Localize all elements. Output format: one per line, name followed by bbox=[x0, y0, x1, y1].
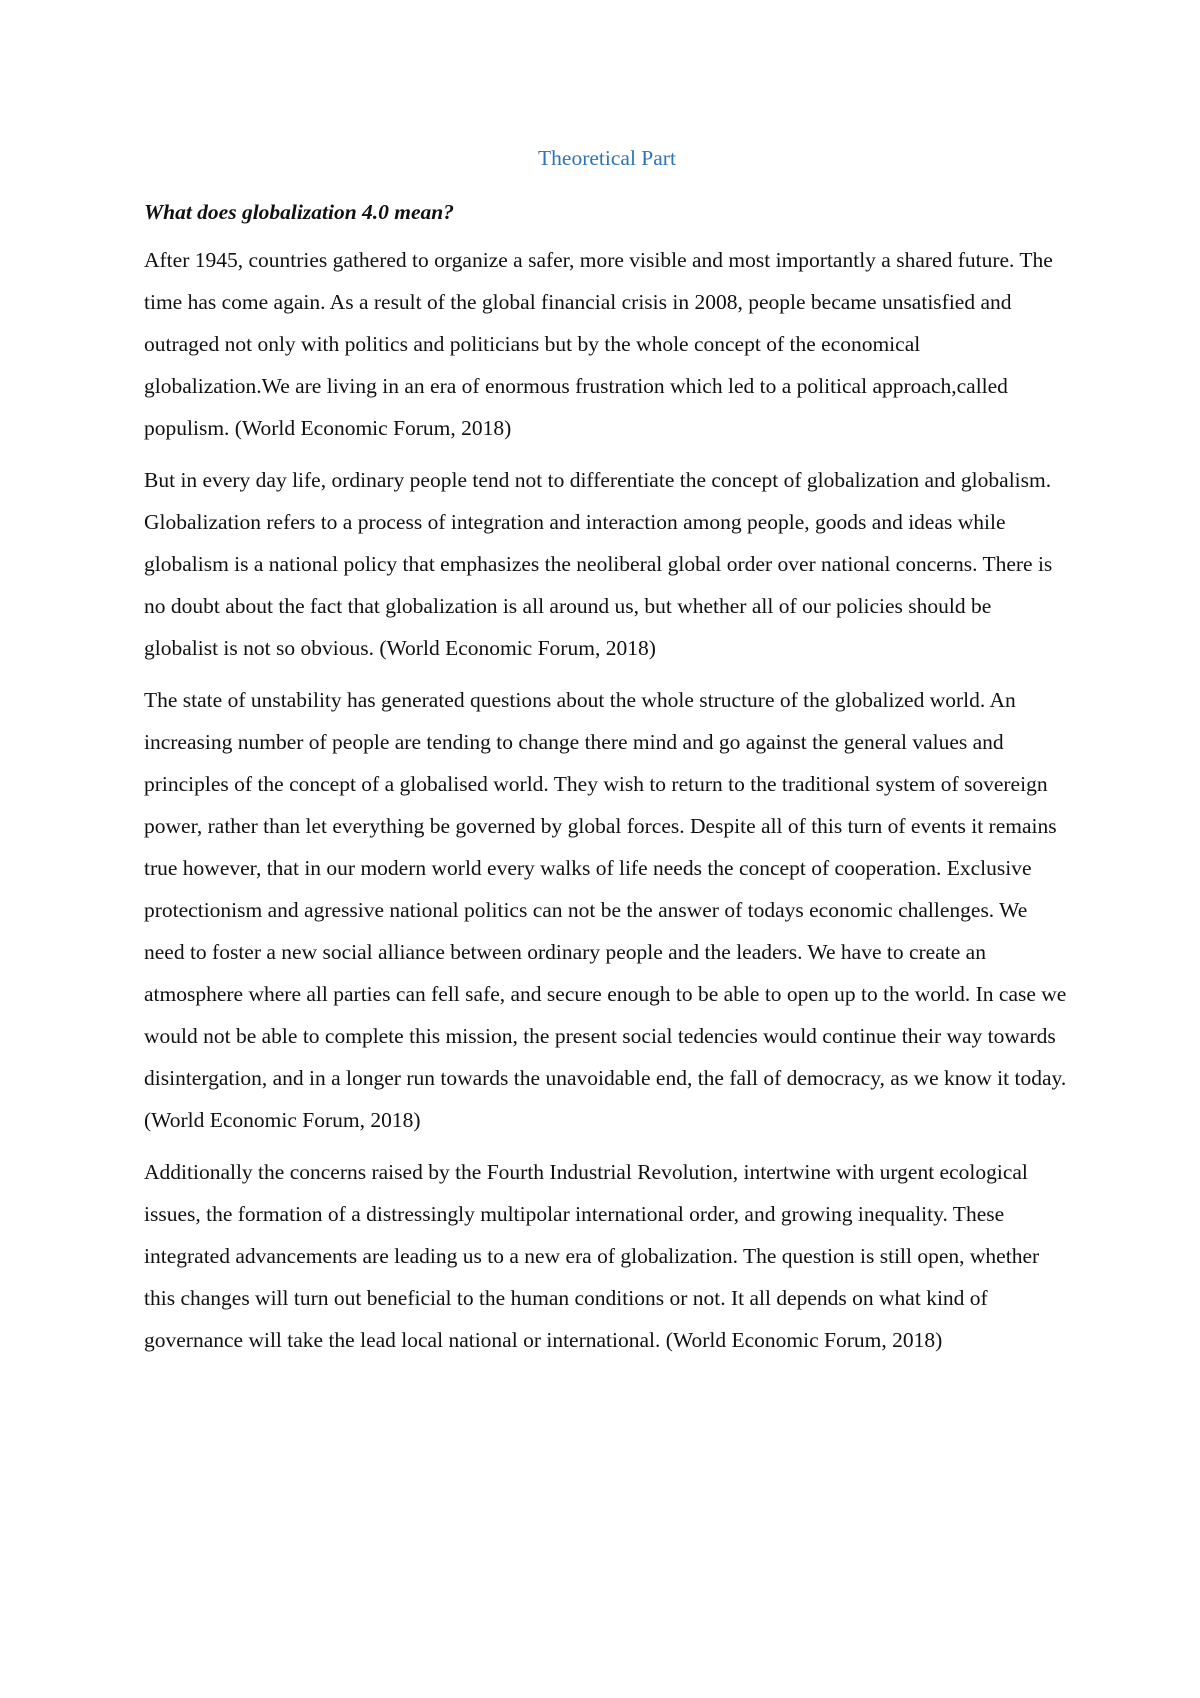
section-title: Theoretical Part bbox=[538, 146, 676, 170]
paragraph-1: After 1945, countries gathered to organize a safer, more visible and most importantly a shared future. The time has come again. As a result of the global financial crisis in 2008, people became unsatisfied and outraged not only with politics and politicians but by the whole concept of the economical globalization.We are living in an era of enormous frustration which led to a political approach,called populism. (World Economic Forum, 2018) bbox=[144, 248, 1053, 440]
paragraph-2: But in every day life, ordinary people tend not to differentiate the concept of globalization and globalism. Globalization refers to a process of integration and interaction among people, goods and ideas while globalism is a national policy that emphasizes the neoliberal global order over national concerns. There is no doubt about the fact that globalization is all around us, but whether all of our policies should be globalist is not so obvious. (World Economic Forum, 2018) bbox=[144, 468, 1053, 660]
question-heading: What does globalization 4.0 mean? bbox=[144, 200, 454, 224]
paragraph-4: Additionally the concerns raised by the Fourth Industrial Revolution, intertwine with urgent ecological issues, the formation of a distressingly multipolar international order, and growing inequality. These integrated advancements are leading us to a new era of globalization. The question is still open, whether this changes will turn out beneficial to the human conditions or not. It all depends on what kind of governance will take the lead local national or international. (World Economic Forum, 2018) bbox=[144, 1160, 1040, 1352]
document-body bbox=[144, 142, 1070, 1371]
paragraph-3: The state of unstability has generated questions about the whole structure of the globalized world. An increasing number of people are tending to change there mind and go against the general values and principles of the concept of a globalised world. They wish to return to the traditional system of sovereign power, rather than let everything be governed by global forces. Despite all of this turn of events it remains true however, that in our modern world every walks of life needs the concept of cooperation. Exclusive protectionism and agressive national politics can not be the answer of todays economic challenges. We need to foster a new social alliance between ordinary people and the leaders. We have to create an atmosphere where all parties can fell safe, and secure enough to be able to open up to the world. In case we would not be able to complete this mission, the present social tedencies would continue their way towards disintergation, and in a longer run towards the unavoidable end, the fall of democracy, as we know it today. (World Economic Forum, 2018) bbox=[144, 688, 1067, 1132]
